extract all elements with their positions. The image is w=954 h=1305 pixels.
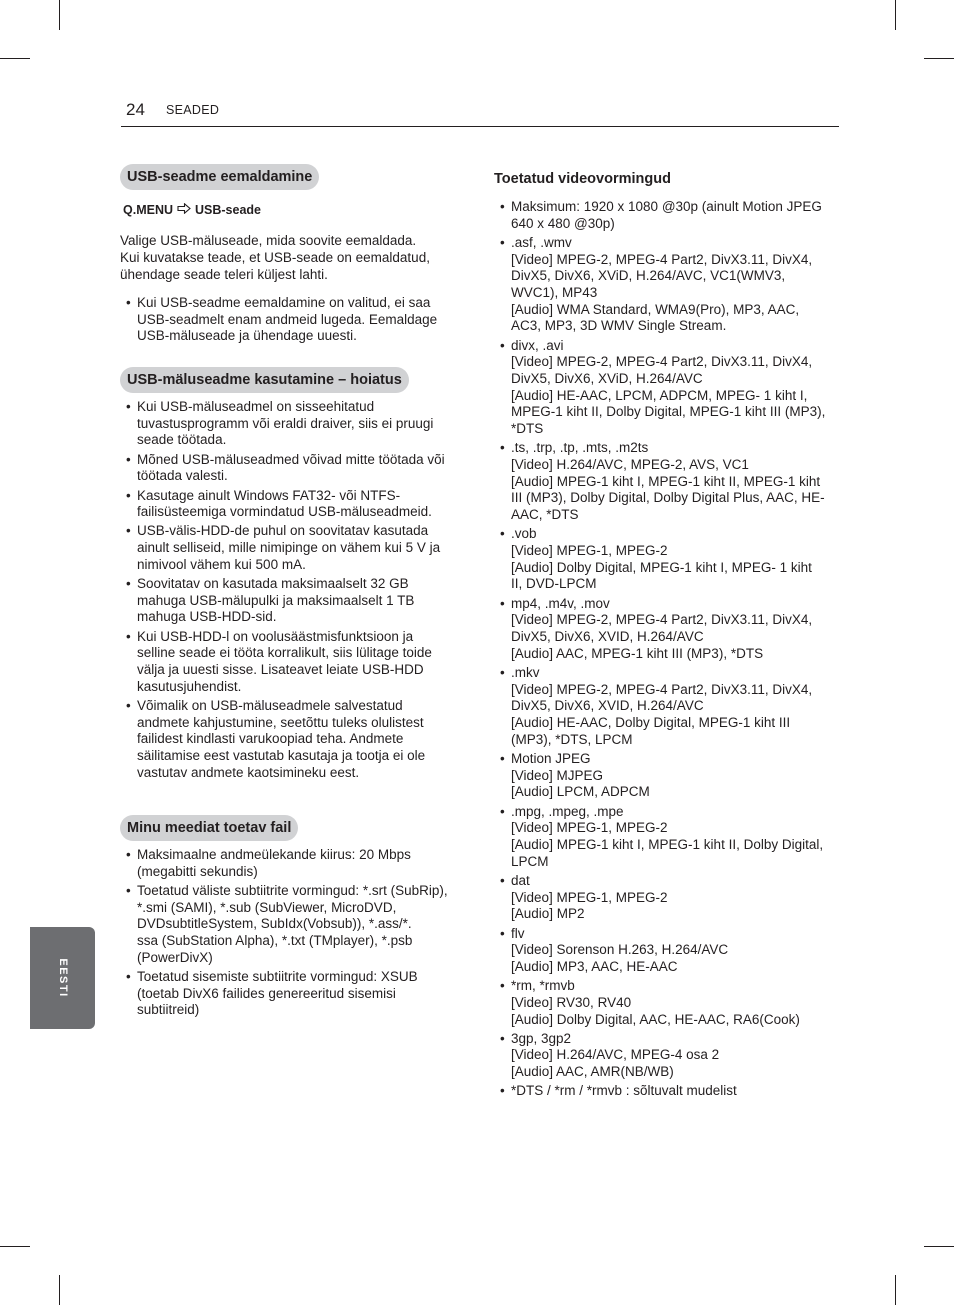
section-heading: USB-seadme eemaldamine — [120, 164, 319, 190]
section-heading: USB-mäluseadme kasutamine – hoiatus — [120, 367, 409, 393]
bullet-list — [494, 199, 844, 1100]
text-line: • *DTS / *rm / *rmvb : sõltuvalt mudelist — [511, 1083, 737, 1099]
text-line: [Audio] MP2 — [511, 906, 585, 922]
text-line: II, DVD-LPCM — [511, 576, 597, 592]
text-line: DivX5, DivX6, XVID, H.264/AVC — [511, 629, 704, 645]
list-item — [494, 1083, 844, 1100]
text-line: [Audio] AAC, MPEG-1 kiht III (MP3), *DTS — [511, 645, 764, 661]
video-formats-section — [494, 170, 844, 1103]
section-heading: Minu meediat toetav fail — [120, 815, 298, 841]
list-item — [494, 440, 844, 524]
text-line: [Audio] MPEG-1 kiht I, MPEG-1 kiht II, MPEG-1 kiht — [511, 473, 821, 489]
text-line: • Maksimum: 1920 x 1080 @30p (ainult Motion JPEG — [511, 199, 822, 214]
text-line: AAC, *DTS — [511, 507, 579, 523]
text-line: [Audio] MP3, AAC, HE-AAC — [511, 958, 678, 974]
list-item — [494, 751, 844, 801]
list-item: • Kui USB-seadme eemaldamine on valitud, ei saa USB-seadmelt enam andmeid lugeda. Eemaldage USB-mäluseade ja ühendage uuesti. — [120, 295, 465, 345]
text-line: [Video] MPEG-2, MPEG-4 Part2, DivX3.11, DivX4, — [511, 354, 813, 370]
text-line: (MP3), *DTS, LPCM — [511, 731, 633, 747]
text-line: WVC1), MP43 — [511, 285, 598, 301]
text-line: [Audio] AAC, AMR(NB/WB) — [511, 1064, 674, 1080]
text-line: • 3gp, 3gp2 — [511, 1030, 572, 1046]
list-item: • Kasutage ainult Windows FAT32- või NTFS- failisüsteemiga vormindatud USB-mäluseadmeid. — [120, 488, 465, 521]
list-item — [494, 235, 844, 335]
list-item: • Mõned USB-mäluseadmed võivad mitte töötada või töötada valesti. — [120, 452, 465, 485]
usb-remove-section — [120, 164, 465, 348]
crop-mark — [0, 58, 30, 59]
text-line: [Video] MJPEG — [511, 767, 604, 783]
crop-mark — [924, 58, 954, 59]
text-line: • mp4, .m4v, .mov — [511, 595, 610, 611]
list-item: • Toetatud väliste subtiitrite vormingud: *.srt (SubRip), *.smi (SAMI), *.sub (SubViewer, MicroDVD, DVDsubtitleSystem, SubIdx(Vobsub)), *.ass/*. ssa (SubStation Alpha), *.txt (TMplayer), *.psb (PowerDivX) — [120, 883, 465, 967]
intro-paragraph — [120, 232, 465, 283]
list-item — [494, 665, 844, 749]
text-line: ühendage seade teleri küljest lahti. — [120, 267, 328, 282]
list-item — [494, 873, 844, 923]
crop-mark — [895, 0, 896, 30]
list-item — [494, 199, 844, 232]
language-tab-label: EESTI — [56, 958, 69, 998]
text-line: AC3, MP3, 3D WMV Single Stream. — [511, 318, 727, 334]
crop-mark — [0, 1246, 30, 1247]
text-line: [Video] H.264/AVC, MPEG-4 osa 2 — [511, 1047, 720, 1063]
list-item: • Toetatud sisemiste subtiitrite vormingud: XSUB (toetab DivX6 failides genereeritud sisemisi subtiitreid) — [120, 969, 465, 1019]
list-item — [494, 1031, 844, 1081]
text-line: • .mkv — [511, 664, 540, 680]
text-line: • flv — [511, 925, 525, 941]
page-number: 24 — [126, 100, 145, 119]
text-line: [Video] Sorenson H.263, H.264/AVC — [511, 942, 729, 958]
crop-mark — [59, 1275, 60, 1305]
text-line: DivX5, DivX6, XVID, H.264/AVC — [511, 698, 704, 714]
text-line: [Video] MPEG-1, MPEG-2 — [511, 889, 668, 905]
menu-path-item: USB-seade — [195, 203, 261, 217]
list-item — [494, 338, 844, 438]
text-line: [Video] H.264/AVC, MPEG-2, AVS, VC1 — [511, 457, 749, 473]
text-line: • .ts, .trp, .tp, .mts, .m2ts — [511, 440, 649, 456]
text-line: Valige USB-mäluseade, mida soovite eemaldada. — [120, 233, 417, 248]
text-line: MPEG-1 kiht II, Dolby Digital, MPEG-1 kiht III (MP3), — [511, 404, 826, 420]
section-heading: Toetatud videovormingud — [494, 171, 671, 187]
text-line: [Video] MPEG-1, MPEG-2 — [511, 543, 668, 559]
section-label: SEADED — [166, 103, 220, 117]
text-line: [Audio] LPCM, ADPCM — [511, 784, 650, 800]
text-line: [Video] MPEG-1, MPEG-2 — [511, 820, 668, 836]
text-line: • .mpg, .mpeg, .mpe — [511, 803, 624, 819]
text-line: • *rm, *rmvb — [511, 978, 575, 994]
bullet-list — [120, 295, 465, 345]
page-header — [121, 98, 839, 127]
list-item: • Kui USB-HDD-l on voolusäästmisfunktsioon ja selline seade ei tööta korralikult, siis lülitage toide välja ja uuesti sisse. Lisateavet leiate USB-HDD kasutusjuhendist. — [120, 629, 465, 696]
text-line: [Audio] WMA Standard, WMA9(Pro), MP3, AAC, — [511, 301, 800, 317]
list-item: • Soovitatav on kasutada maksimaalselt 32 GB mahuga USB-mälupulki ja maksimaalselt 1 TB mahuga USB-HDD-sid. — [120, 576, 465, 626]
arrow-right-icon — [177, 202, 191, 218]
text-line: LPCM — [511, 853, 549, 869]
text-line: [Audio] HE-AAC, Dolby Digital, MPEG-1 kiht III — [511, 715, 791, 731]
text-line: [Audio] HE-AAC, LPCM, ADPCM, MPEG- 1 kiht I, — [511, 387, 808, 403]
text-line: DivX5, DivX6, XViD, H.264/AVC, VC1(WMV3, — [511, 268, 786, 284]
usb-warning-section — [120, 367, 465, 784]
menu-path — [120, 202, 465, 218]
text-line: [Video] MPEG-2, MPEG-4 Part2, DivX3.11, DivX4, — [511, 612, 813, 628]
text-line: DivX5, DivX6, XViD, H.264/AVC — [511, 371, 703, 387]
text-line: 640 x 480 @30p) — [511, 215, 615, 231]
text-line: • .vob — [511, 526, 537, 542]
list-item: • Võimalik on USB-mäluseadmele salvestatud andmete kahjustumine, seetõttu tuleks olulistest failidest kindlasti varukoopiad teha. Andmete säilitamise eest vastutab kasutaja ja tootja ei ole vastutav andmete kaotsimineku eest. — [120, 698, 465, 782]
crop-mark — [59, 0, 60, 30]
text-line: [Video] MPEG-2, MPEG-4 Part2, DivX3.11, DivX4, — [511, 251, 813, 267]
list-item: • USB-välis-HDD-de puhul on soovitatav kasutada ainult selliseid, mille nimipinge on vähem kui 5 V ja nimivool vähem kui 500 mA. — [120, 523, 465, 573]
media-files-section — [120, 815, 465, 1022]
crop-mark — [924, 1246, 954, 1247]
text-line: III (MP3), Dolby Digital, Dolby Digital Plus, AAC, HE- — [511, 490, 825, 506]
text-line: Kui kuvatakse teade, et USB-seade on eemaldatud, — [120, 250, 430, 265]
list-item — [494, 804, 844, 871]
text-line: [Video] MPEG-2, MPEG-4 Part2, DivX3.11, DivX4, — [511, 681, 813, 697]
list-item — [494, 926, 844, 976]
crop-mark — [895, 1275, 896, 1305]
text-line: [Audio] MPEG-1 kiht I, MPEG-1 kiht II, Dolby Digital, — [511, 837, 824, 853]
text-line: [Audio] Dolby Digital, MPEG-1 kiht I, MPEG- 1 kiht — [511, 559, 812, 575]
text-line: • divx, .avi — [511, 337, 564, 353]
text-line: • dat — [511, 872, 530, 888]
text-line: • Motion JPEG — [511, 751, 591, 766]
list-item — [494, 526, 844, 593]
text-line: [Audio] Dolby Digital, AAC, HE-AAC, RA6(Cook) — [511, 1011, 800, 1027]
menu-path-item: Q.MENU — [123, 203, 173, 217]
list-item: • Maksimaalne andmeülekande kiirus: 20 Mbps (megabitti sekundis) — [120, 847, 465, 880]
language-tab — [30, 927, 95, 1029]
bullet-list — [120, 847, 465, 1019]
text-line: *DTS — [511, 421, 544, 437]
text-line: [Video] RV30, RV40 — [511, 994, 632, 1010]
text-line: • .asf, .wmv — [511, 234, 572, 250]
list-item: • Kui USB-mäluseadmel on sisseehitatud tuvastusprogramm või eraldi draiver, siis ei pruugi seade töötada. — [120, 399, 465, 449]
bullet-list — [120, 399, 465, 781]
list-item — [494, 978, 844, 1028]
list-item — [494, 596, 844, 663]
